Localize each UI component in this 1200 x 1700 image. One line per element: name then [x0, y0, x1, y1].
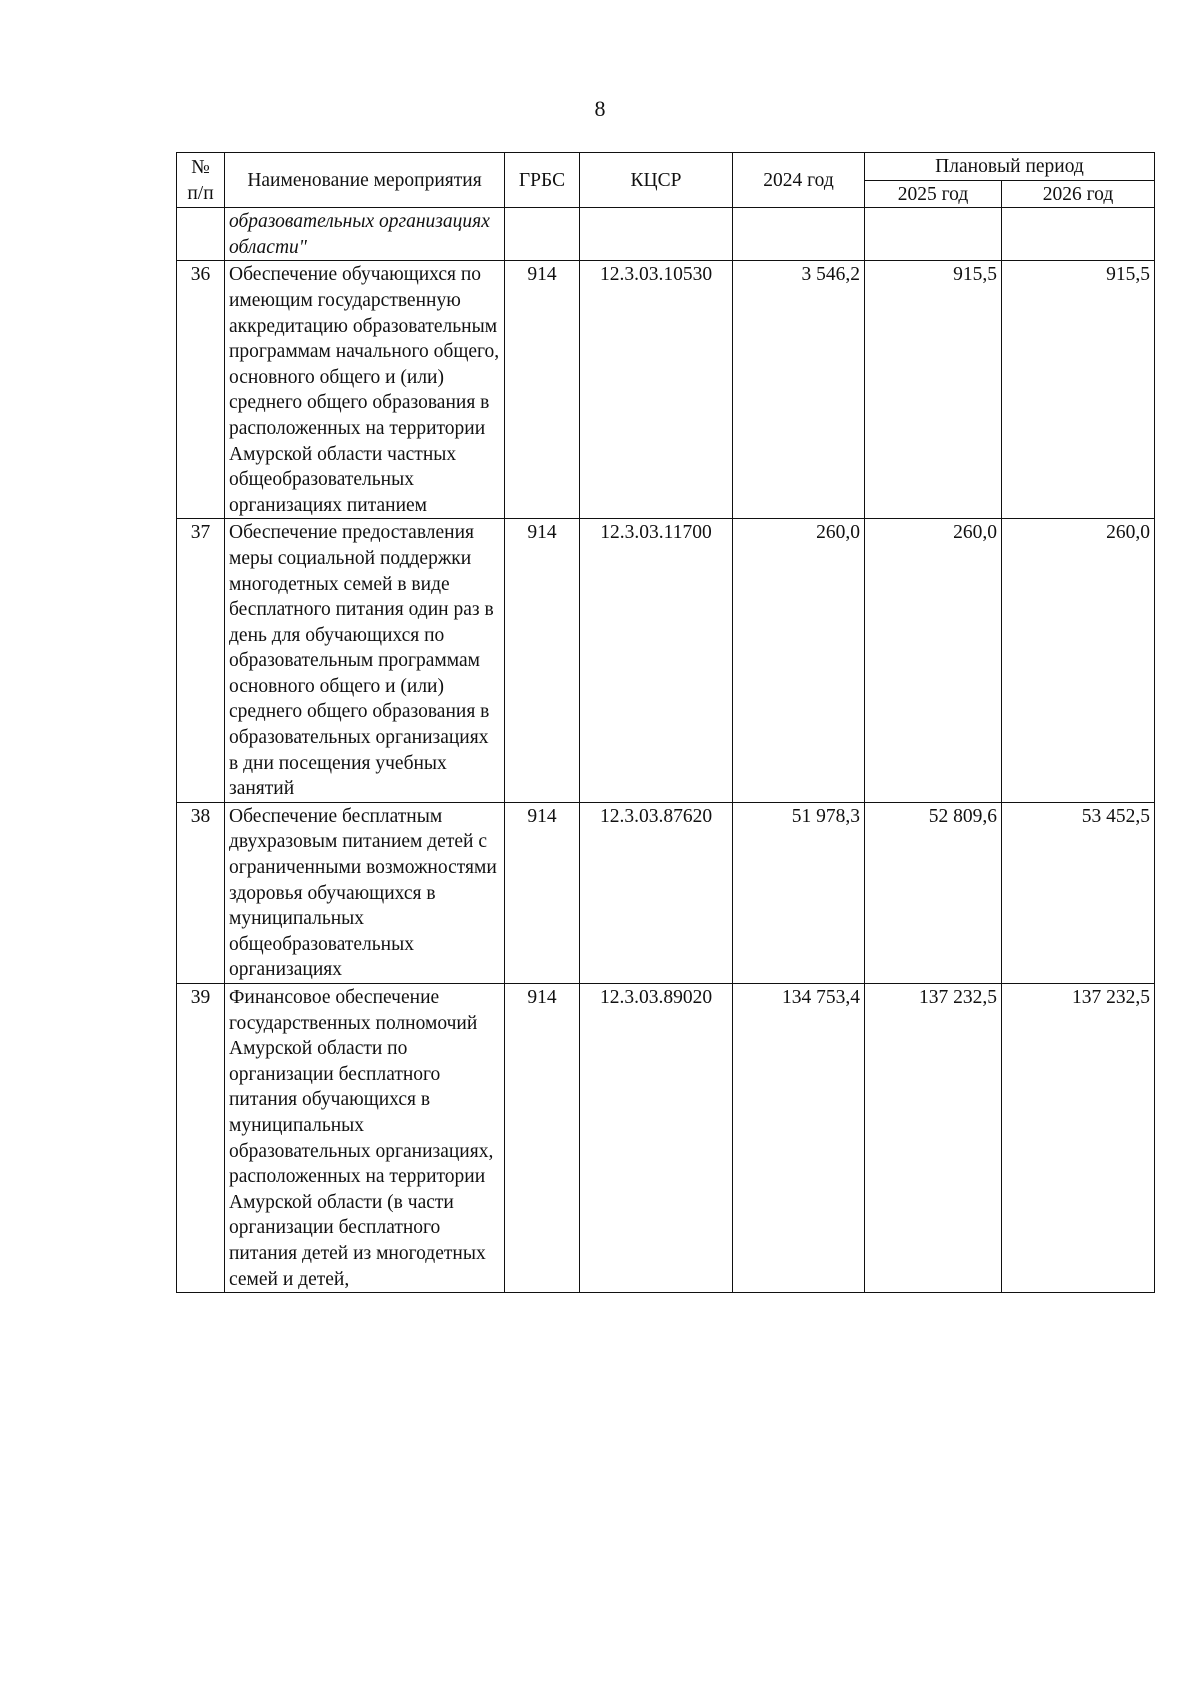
- cell-name: Обеспечение бесплатным двухразовым питанием детей с ограниченными возможностями здоровья обучающихся в муниципальных общеобразовательных организациях: [225, 802, 505, 983]
- cell-2026: 53 452,5: [1002, 802, 1155, 983]
- cell-grbs: 914: [505, 984, 580, 1293]
- header-kcsr: КЦСР: [580, 153, 733, 208]
- budget-table: [176, 152, 1155, 1293]
- cell-num: 36: [177, 261, 225, 519]
- cell-2026: 137 232,5: [1002, 984, 1155, 1293]
- header-planned-period: Плановый период: [865, 153, 1155, 181]
- table-row: [177, 519, 1155, 803]
- cell-2024: 51 978,3: [733, 802, 865, 983]
- cell-grbs: 914: [505, 261, 580, 519]
- cell-num: [177, 208, 225, 261]
- cell-2024: 134 753,4: [733, 984, 865, 1293]
- cell-2025: 260,0: [865, 519, 1002, 803]
- cell-2026: 915,5: [1002, 261, 1155, 519]
- table-row-continuation: [177, 208, 1155, 261]
- header-2024: 2024 год: [733, 153, 865, 208]
- page-number: 8: [594, 96, 606, 121]
- cell-2024: 3 546,2: [733, 261, 865, 519]
- cell-num: 39: [177, 984, 225, 1293]
- cell-kcsr: 12.3.03.10530: [580, 261, 733, 519]
- cell-2024: 260,0: [733, 519, 865, 803]
- cell-grbs: 914: [505, 519, 580, 803]
- cell-num: 37: [177, 519, 225, 803]
- header-name: Наименование мероприятия: [225, 153, 505, 208]
- header-2026: 2026 год: [1002, 180, 1155, 208]
- cell-2025: 52 809,6: [865, 802, 1002, 983]
- cell-name: Финансовое обеспечение государственных полномочий Амурской области по организации бесплатного питания обучающихся в муниципальных образовательных организациях, расположенных на территории Амурской области (в части организации бесплатного питания детей из многодетных семей и детей,: [225, 984, 505, 1293]
- cell-name-continuation: образовательных организациях области": [225, 208, 505, 261]
- cell-kcsr: 12.3.03.89020: [580, 984, 733, 1293]
- cell-2026: 260,0: [1002, 519, 1155, 803]
- header-grbs: ГРБС: [505, 153, 580, 208]
- cell-name: Обеспечение обучающихся по имеющим государственную аккредитацию образовательным программам начального общего, основного общего и (или) среднего общего образования в расположенных на территории Амурской области частных общеобразовательных организациях питанием: [225, 261, 505, 519]
- cell-grbs: 914: [505, 802, 580, 983]
- table-row: [177, 802, 1155, 983]
- cell-kcsr: 12.3.03.11700: [580, 519, 733, 803]
- table-row: [177, 984, 1155, 1293]
- cell-name: Обеспечение предоставления меры социальной поддержки многодетных семей в виде бесплатного питания один раз в день для обучающихся по образовательным программам основного общего и (или) среднего общего образования в образовательных организациях в дни посещения учебных занятий: [225, 519, 505, 803]
- header-2025: 2025 год: [865, 180, 1002, 208]
- table-row: [177, 261, 1155, 519]
- cell-kcsr: 12.3.03.87620: [580, 802, 733, 983]
- cell-num: 38: [177, 802, 225, 983]
- header-num: № п/п: [177, 153, 225, 208]
- cell-2025: 137 232,5: [865, 984, 1002, 1293]
- cell-2025: 915,5: [865, 261, 1002, 519]
